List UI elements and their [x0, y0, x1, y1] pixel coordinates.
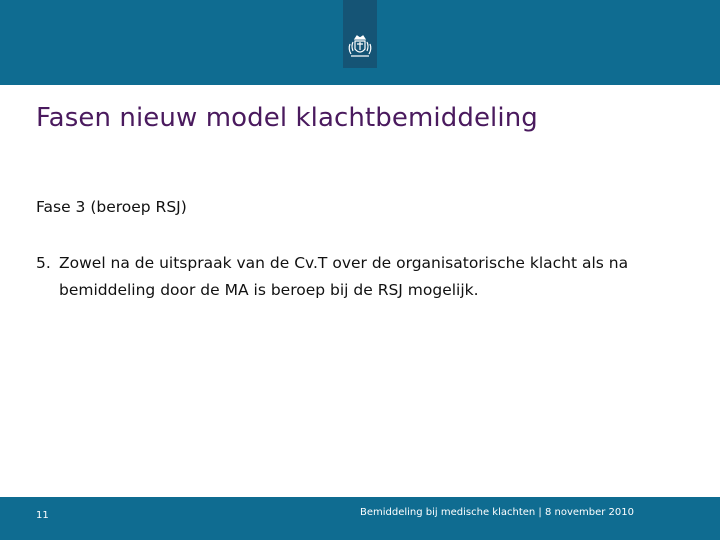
slide-subheading: Fase 3 (beroep RSJ) [36, 198, 187, 216]
list-item [36, 250, 696, 304]
page-number: 11 [36, 510, 49, 521]
footer-bar [0, 497, 720, 540]
footer-text: Bemiddeling bij medische klachten | 8 november 2010 [360, 507, 634, 518]
header-bar [0, 0, 720, 85]
list-item-number: 5. [36, 254, 51, 272]
crest-icon [346, 34, 374, 62]
slide-title: Fasen nieuw model klachtbemiddeling [36, 103, 538, 133]
logo [343, 0, 377, 68]
list-item-text: Zowel na de uitspraak van de Cv.T over de organisatorische klacht als na bemiddeling door de MA is beroep bij de RSJ mogelijk. [59, 254, 629, 299]
